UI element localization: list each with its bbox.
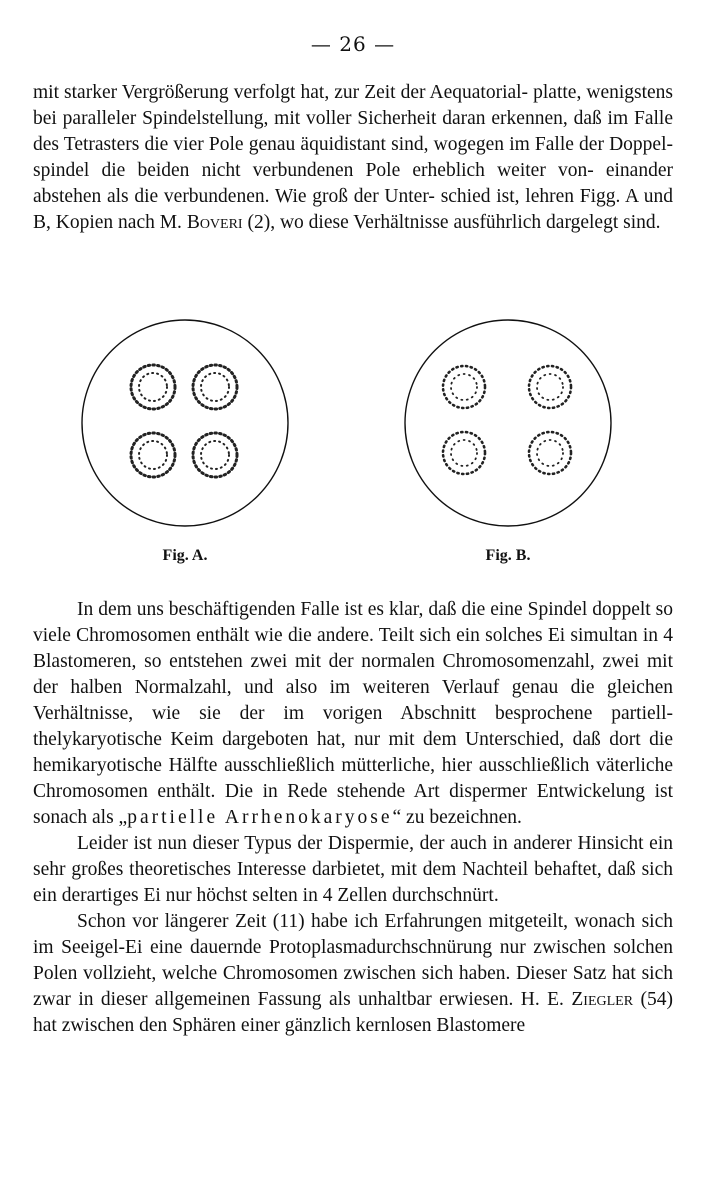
figure-b <box>398 305 618 575</box>
p4-text-after: (54) hat zwischen den Sphären einer gänzlich kernlosen Blastomere <box>33 989 673 1036</box>
paragraph-1 <box>33 80 673 236</box>
p1-line-3: Sicherheit daran erkennen, daß im Falle des Tetrasters die vier <box>33 108 673 155</box>
p1-line-7: schied ist, lehren Figg. A und B, Kopien nach M. <box>33 186 674 233</box>
figures <box>60 305 670 575</box>
p1-line-1: mit starker Vergrößerung verfolgt hat, zur Zeit der Aequatorial- <box>33 82 529 103</box>
p1-line-5: spindel die beiden nicht verbundenen Pole erheblich weiter von- <box>33 160 594 181</box>
term-partielle-arrhenokaryose: partielle Arrhenokaryose <box>127 807 393 828</box>
p4-text-before: Schon vor längerer Zeit (11) habe ich Erfahrungen mitgeteilt, wonach sich im Seeigel-Ei eine dauernde Protoplasmadurchschnürung nur zwischen solchen Polen vollzieht, welche Chromosomen zwischen sich haben. Dieser Satz hat sich zwar in dieser allgemeinen Fassung als unhaltbar erwiesen. H. E. <box>33 911 673 1010</box>
p1-line-7-tail: (2), wo <box>242 212 304 233</box>
main-text <box>33 597 673 1039</box>
figure-b-caption: Fig. B. <box>485 547 531 564</box>
figure-b-drawing <box>398 305 618 545</box>
p1-line-8: diese Verhältnisse ausführlich dargelegt sind. <box>308 212 661 233</box>
p1-line-6: einander abstehen als die verbundenen. Wie groß der Unter- <box>33 160 673 207</box>
author-ziegler: Ziegler <box>571 989 634 1010</box>
p2-text-after: “ zu bezeichnen. <box>392 807 522 828</box>
figure-a <box>75 305 295 575</box>
p1-line-2: platte, wenigstens bei paralleler Spindelstellung, mit voller <box>33 82 674 129</box>
author-boveri: Boveri <box>186 212 243 233</box>
figure-a-drawing <box>75 305 295 545</box>
paragraph-2 <box>33 597 673 831</box>
paragraph-4 <box>33 909 673 1039</box>
p2-text-before: In dem uns beschäftigenden Falle ist es klar, daß die eine Spindel doppelt so viele Chromosomen enthält wie die andere. Teilt sich ein solches Ei simultan in 4 Blastomeren, so entstehen zwei mit der normalen Chromosomenzahl, zwei mit der halben Normalzahl, und also im weiteren Verlauf genau die gleichen Verhältnisse, wie sie der im vorigen Abschnitt besprochene partiell-thelykaryotische Keim dargeboten hat, nur mit dem Unterschied, daß dort die hemikaryotische Hälfte ausschließlich mütterliche, hier ausschließlich väterliche Chromosomen enthält. Die in Rede stehende Art dispermer Entwickelung ist sonach als „ <box>33 599 673 828</box>
figure-a-caption: Fig. A. <box>162 547 208 564</box>
p1-line-4: Pole genau äquidistant sind, wogegen im Falle der Doppel- <box>208 134 674 155</box>
paragraph-3: Leider ist nun dieser Typus der Dispermie, der auch in anderer Hinsicht ein sehr großes theoretisches Interesse darbietet, mit dem Nachteil behaftet, daß sich ein derartiges Ei nur höchst selten in 4 Zellen durchschnürt. <box>33 833 673 906</box>
page-number: — 26 — <box>310 32 396 56</box>
paragraph-1-body <box>33 80 673 236</box>
